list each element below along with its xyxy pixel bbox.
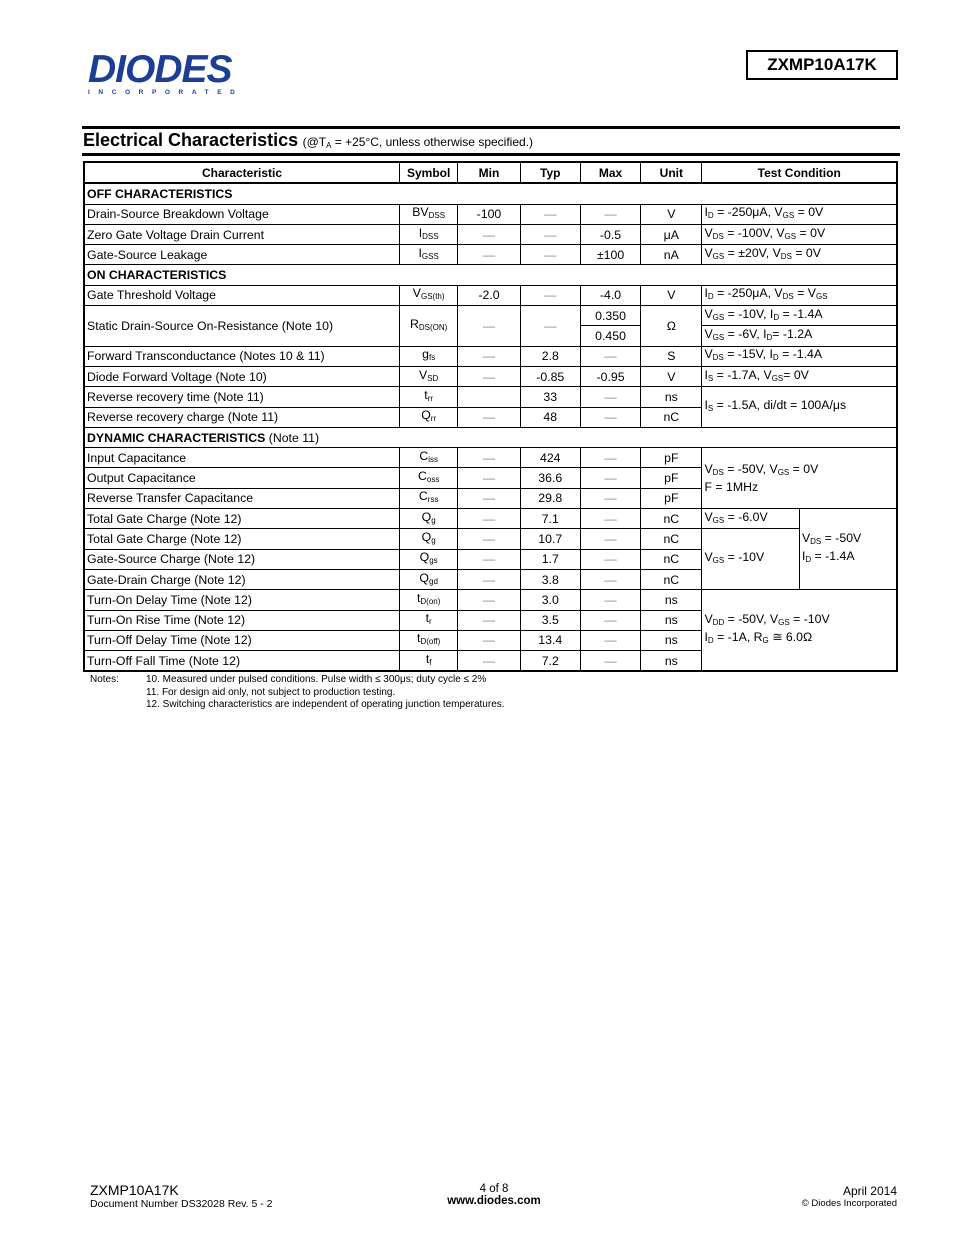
symbol-cell: $C_{oss}$ [400,468,458,488]
section-title-text: Electrical Characteristics [83,130,299,150]
max-cell: ±100 [580,245,640,265]
footer-page-number: 4 of 8 [479,1183,509,1195]
test-condition-cell: $V_{GS} = -6.0V$ [702,509,799,529]
test-condition-cell: $I_D = -250\mu A$, $V_{GS} = 0V$ [702,204,897,224]
characteristic-cell: Reverse recovery charge (Note 11) [84,407,400,427]
characteristic-cell: Total Gate Charge (Note 12) [84,509,400,529]
table-row [84,245,897,265]
test-condition-cell: $V_{DD} = -50V$, $V_{GS} = -10V$ $I_D = -1A$, $R_G$ ≅ 6.0Ω [702,590,897,672]
unit-cell: nC [641,569,702,589]
symbol-cell: $Q_{gs}$ [400,549,458,569]
characteristic-cell: Reverse recovery time (Note 11) [84,387,400,407]
test-condition-cell: $I_S = -1.7A$, $V_{GS}= 0V$ [702,366,897,386]
characteristic-cell: Static Drain-Source On-Resistance (Note 10) [84,306,400,347]
header-unit: Unit [641,162,702,183]
top-rule [82,126,900,129]
max-cell: — [580,468,640,488]
unit-cell: ns [641,630,702,650]
typ-cell: 10.7 [520,529,580,549]
min-cell [458,387,520,407]
typ-cell: 29.8 [520,488,580,508]
table-row [84,448,897,468]
min-cell: — [458,610,520,630]
section-row-on [84,265,897,285]
typ-cell: — [520,285,580,305]
min-cell: — [458,590,520,610]
min-cell: -2.0 [458,285,520,305]
symbol-cell: $Q_{rr}$ [400,407,458,427]
test-condition-cell: $V_{DS} = -50V$ $I_D = -1.4A$ [799,509,897,590]
section-row-off [84,183,897,204]
electrical-characteristics-table [83,161,898,672]
test-condition-cell: $V_{DS} = -15V$, $I_D = -1.4A$ [702,346,897,366]
unit-cell: V [641,204,702,224]
section-title [83,130,533,151]
symbol-cell: $t_{D(on)}$ [400,590,458,610]
characteristic-cell: Gate-Source Leakage [84,245,400,265]
symbol-cell: $V_{SD}$ [400,366,458,386]
footer-left [90,1182,272,1210]
min-cell: — [458,529,520,549]
min-cell: — [458,346,520,366]
max-cell: — [580,549,640,569]
min-cell: -100 [458,204,520,224]
max-cell: — [580,407,640,427]
characteristic-cell: Turn-On Rise Time (Note 12) [84,610,400,630]
typ-cell: -0.85 [520,366,580,386]
footer-right [802,1184,897,1209]
symbol-cell: $t_f$ [400,651,458,672]
symbol-cell: $g_{fs}$ [400,346,458,366]
typ-cell: 2.8 [520,346,580,366]
symbol-cell: $t_{D(off)}$ [400,630,458,650]
test-condition-cell: $V_{GS} = -10V$ [702,529,799,590]
max-cell: — [580,569,640,589]
max-cell: 0.450 [580,326,640,346]
part-number-box: ZXMP10A17K [746,50,898,80]
characteristic-cell: Drain-Source Breakdown Voltage [84,204,400,224]
notes-list [146,674,505,712]
header-characteristic: Characteristic [84,162,400,183]
typ-cell: 424 [520,448,580,468]
table-row [84,529,897,549]
notes-label: Notes: [90,674,119,685]
unit-cell: μA [641,224,702,244]
section-heading: DYNAMIC CHARACTERISTICS (Note 11) [84,427,897,447]
table-row [84,387,897,407]
unit-cell: pF [641,448,702,468]
typ-cell: — [520,204,580,224]
characteristic-cell: Forward Transconductance (Notes 10 & 11) [84,346,400,366]
symbol-cell: $C_{iss}$ [400,448,458,468]
unit-cell: pF [641,488,702,508]
max-cell: 0.350 [580,306,640,326]
typ-cell: 3.5 [520,610,580,630]
min-cell: — [458,366,520,386]
test-condition-cell: $I_S = -1.5A$, di/dt = 100A/μs [702,387,897,428]
footer-copyright: © Diodes Incorporated [801,1198,897,1209]
characteristic-cell: Reverse Transfer Capacitance [84,488,400,508]
header-symbol: Symbol [400,162,458,183]
unit-cell: V [641,366,702,386]
symbol-cell: $V_{GS(th)}$ [400,285,458,305]
symbol-cell: $Q_g$ [400,509,458,529]
unit-cell: pF [641,468,702,488]
note-12: 12. Switching characteristics are independent of operating junction temperatures. [146,699,505,710]
logo-wordmark: DIODES [88,48,232,91]
min-cell: — [458,569,520,589]
typ-cell: — [520,245,580,265]
unit-cell: V [641,285,702,305]
note-11: 11. For design aid only, not subject to production testing. [146,686,396,698]
section-heading: ON CHARACTERISTICS [84,265,897,285]
unit-cell: Ω [641,306,702,347]
section-heading: OFF CHARACTERISTICS [84,183,897,204]
logo-subtext: INCORPORATED [88,89,244,96]
header-min: Min [458,162,520,183]
max-cell: — [580,387,640,407]
max-cell: — [580,630,640,650]
table-row [84,306,897,326]
characteristic-cell: Gate-Drain Charge (Note 12) [84,569,400,589]
unit-cell: ns [641,590,702,610]
symbol-cell: $I_{GSS}$ [400,245,458,265]
max-cell: — [580,488,640,508]
section-condition: ($@T_A = +25^\circ C$, unless otherwise specified.) [302,135,534,150]
max-cell: -0.5 [580,224,640,244]
max-cell: -0.95 [580,366,640,386]
table-row [84,224,897,244]
symbol-cell: $Q_g$ [400,529,458,549]
max-cell: — [580,529,640,549]
min-cell: — [458,468,520,488]
typ-cell: 3.8 [520,569,580,589]
min-cell: — [458,448,520,468]
unit-cell: nA [641,245,702,265]
max-cell: — [580,346,640,366]
symbol-cell: $t_r$ [400,610,458,630]
min-cell: — [458,306,520,347]
footer-date: April 2014 [842,1184,897,1198]
symbol-cell: $t_{rr}$ [400,387,458,407]
table-row [84,366,897,386]
min-cell: — [458,651,520,672]
test-condition-cell: $V_{GS} = -10V$, $I_D = -1.4A$ [702,306,897,326]
characteristic-cell: Turn-Off Fall Time (Note 12) [84,651,400,672]
test-condition-cell: $V_{DS} = -50V$, $V_{GS} = 0V$ F = 1MHz [702,448,897,509]
typ-cell: — [520,224,580,244]
test-condition-cell: $I_D = -250\mu A$, $V_{DS} = V_{GS}$ [702,285,897,305]
footer-website-link[interactable]: www.diodes.com [447,1195,541,1207]
typ-cell: 36.6 [520,468,580,488]
max-cell: — [580,590,640,610]
unit-cell: nC [641,407,702,427]
note-10: 10. Measured under pulsed conditions. Pulse width ≤ 300μs; duty cycle ≤ 2% [146,674,487,685]
test-condition-cell: $V_{GS} = \pm 20V$, $V_{DS} = 0V$ [702,245,897,265]
max-cell: — [580,651,640,672]
min-cell: — [458,549,520,569]
section-row-dynamic [84,427,897,447]
typ-cell: 13.4 [520,630,580,650]
max-cell: -4.0 [580,285,640,305]
symbol-cell: $R_{DS(ON)}$ [400,306,458,347]
unit-cell: ns [641,651,702,672]
unit-cell: nC [641,549,702,569]
typ-cell: 1.7 [520,549,580,569]
table-row [84,346,897,366]
symbol-cell: $BV_{DSS}$ [400,204,458,224]
characteristic-cell: Gate Threshold Voltage [84,285,400,305]
min-cell: — [458,224,520,244]
characteristic-cell: Turn-On Delay Time (Note 12) [84,590,400,610]
symbol-cell: $Q_{gd}$ [400,569,458,589]
min-cell: — [458,488,520,508]
test-condition-cell: $V_{DS} = -100V$, $V_{GS} = 0V$ [702,224,897,244]
characteristic-cell: Input Capacitance [84,448,400,468]
typ-cell: 3.0 [520,590,580,610]
unit-cell: ns [641,387,702,407]
header-test-condition: Test Condition [702,162,897,183]
unit-cell: nC [641,529,702,549]
characteristic-cell: Diode Forward Voltage (Note 10) [84,366,400,386]
symbol-cell: $C_{rss}$ [400,488,458,508]
header-typ: Typ [520,162,580,183]
symbol-cell: $I_{DSS}$ [400,224,458,244]
typ-cell: 7.1 [520,509,580,529]
typ-cell: 48 [520,407,580,427]
table-row [84,285,897,305]
table-row [84,204,897,224]
max-cell: — [580,448,640,468]
footer-center [394,1183,594,1207]
characteristic-cell: Gate-Source Charge (Note 12) [84,549,400,569]
max-cell: — [580,610,640,630]
table-header-row [84,162,897,183]
min-cell: — [458,245,520,265]
max-cell: — [580,204,640,224]
table-row [84,509,897,529]
characteristic-cell: Total Gate Charge (Note 12) [84,529,400,549]
typ-cell: 33 [520,387,580,407]
bottom-rule [82,153,900,156]
footer-document-number: Document Number DS32028 Rev. 5 - 2 [90,1198,273,1210]
max-cell: — [580,509,640,529]
min-cell: — [458,630,520,650]
header-max: Max [580,162,640,183]
characteristic-cell: Turn-Off Delay Time (Note 12) [84,630,400,650]
unit-cell: S [641,346,702,366]
typ-cell: 7.2 [520,651,580,672]
unit-cell: ns [641,610,702,630]
footer-part-number: ZXMP10A17K [90,1182,179,1198]
typ-cell: — [520,306,580,347]
test-condition-cell: $V_{GS} = -6V$, $I_D= -1.2A$ [702,326,897,346]
unit-cell: nC [641,509,702,529]
characteristic-cell: Output Capacitance [84,468,400,488]
min-cell: — [458,407,520,427]
table-row [84,590,897,610]
min-cell: — [458,509,520,529]
characteristic-cell: Zero Gate Voltage Drain Current [84,224,400,244]
diodes-logo [88,48,263,96]
